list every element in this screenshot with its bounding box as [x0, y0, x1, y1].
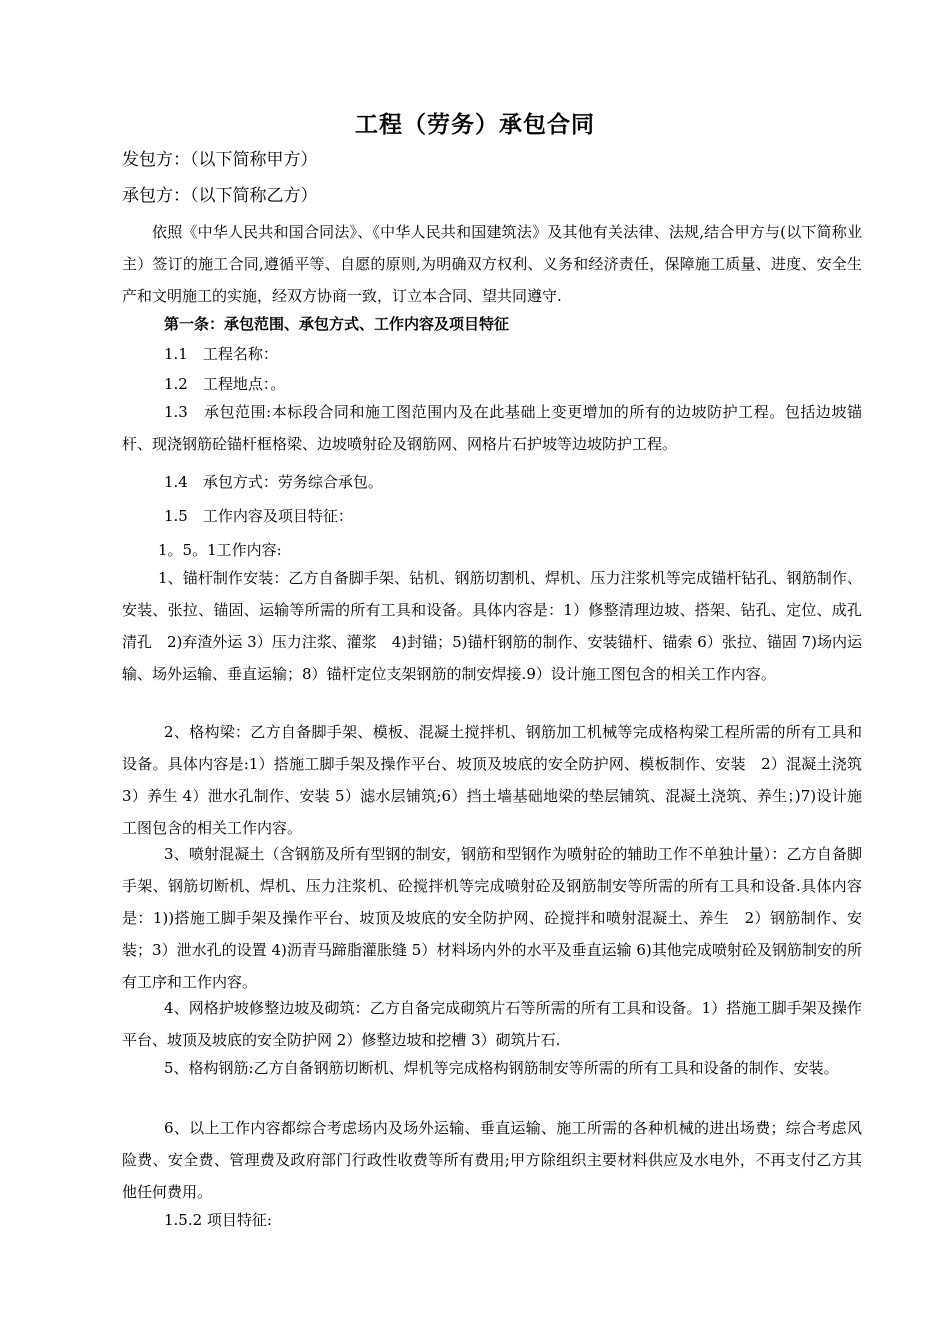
work-item-4: 4、网格护坡修整边坡及砌筑：乙方自备完成砌筑片石等所需的所有工具和设备。1）搭施工脚手架及操作平台、坡顶及坡底的安全防护网 2）修整边坡和挖槽 3）砌筑片石.: [122, 999, 862, 1049]
clause-1-4: 1.4 承包方式：劳务综合承包。: [164, 473, 383, 491]
work-item-5: 5、格构钢筋:乙方自备钢筋切断机、焊机等完成格构钢筋制安等所需的所有工具和设备的制作、安装。: [164, 1059, 839, 1077]
article-1-heading: 第一条：承包范围、承包方式、工作内容及项目特征: [164, 315, 510, 333]
clause-1-1: 1.1 工程名称：: [164, 345, 278, 363]
clause-1-2: 1.2 工程地点：。: [164, 375, 286, 393]
document-title: 工程（劳务）承包合同: [355, 112, 595, 138]
party-a-line: 发包方：（以下简称甲方）: [122, 150, 318, 170]
work-item-2: 2、格构梁：乙方自备脚手架、模板、混凝土搅拌机、钢筋加工机械等完成格构梁工程所需的所有工具和设备。具体内容是:1）搭施工脚手架及操作平台、坡顶及坡底的安全防护网、模板制作、安装 2）混凝土浇筑 3）养生 4）泄水孔制作、安装 5）滤水层铺筑;6）挡土墙基础地梁的垫层铺筑、混凝土浇筑、养生；)7)设计施工图包含的相关工作内容。: [122, 723, 862, 837]
clause-1-5-1: 1。5。1工作内容:: [158, 541, 282, 559]
work-item-6: 6、以上工作内容都综合考虑场内及场外运输、垂直运输、施工所需的各种机械的进出场费；综合考虑风险费、安全费、管理费及政府部门行政性收费等所有费用;甲方除组织主要材料供应及水电外，不再支付乙方其他任何费用。: [122, 1119, 862, 1201]
clause-1-5: 1.5 工作内容及项目特征：: [164, 507, 353, 525]
party-b-line: 承包方：（以下简称乙方）: [122, 186, 318, 206]
clause-1-3: 1.3 承包范围:本标段合同和施工图范围内及在此基础上变更增加的所有的边坡防护工程。包括边坡锚杆、现浇钢筋砼锚杆框格梁、边坡喷射砼及钢筋网、网格片石护坡等边坡防护工程。: [122, 403, 862, 453]
clause-1-5-2: 1.5.2 项目特征:: [164, 1211, 272, 1229]
work-item-3: 3、喷射混凝土（含钢筋及所有型钢的制安，钢筋和型钢作为喷射砼的辅助工作不单独计量）：乙方自备脚手架、钢筋切断机、焊机、压力注浆机、砼搅拌机等完成喷射砼及钢筋制安等所需的所有工具和设备.具体内容是：1))搭施工脚手架及操作平台、坡顶及坡底的安全防护网、砼搅拌和喷射混凝土、养生 2）钢筋制作、安装；3）泄水孔的设置 4)沥青马蹄脂灌胀缝 5）材料场内外的水平及垂直运输 6)其他完成喷射砼及钢筋制安的所有工序和工作内容。: [122, 845, 862, 991]
work-item-1: 1、锚杆制作安装：乙方自备脚手架、钻机、钢筋切割机、焊机、压力注浆机等完成锚杆钻孔、钢筋制作、安装、张拉、锚固、运输等所需的所有工具和设备。具体内容是：1）修整清理边坡、搭架、钻孔、定位、成孔清孔 2)弃渣外运 3）压力注浆、灌浆 4)封锚；5)锚杆钢筋的制作、安装锚杆、锚索 6）张拉、锚固 7)场内运输、场外运输、垂直运输；8）锚杆定位支架钢筋的制安焊接.9）设计施工图包含的相关工作内容。: [122, 569, 862, 683]
preamble-paragraph: 依照《中华人民共和国合同法》、《中华人民共和国建筑法》及其他有关法律、法规,结合甲方与(以下简称业主）签订的施工合同,遵循平等、自愿的原则,为明确双方权利、义务和经济责任，保障施工质量、进度、安全生产和文明施工的实施，经双方协商一致，订立本合同、望共同遵守.: [122, 223, 862, 305]
